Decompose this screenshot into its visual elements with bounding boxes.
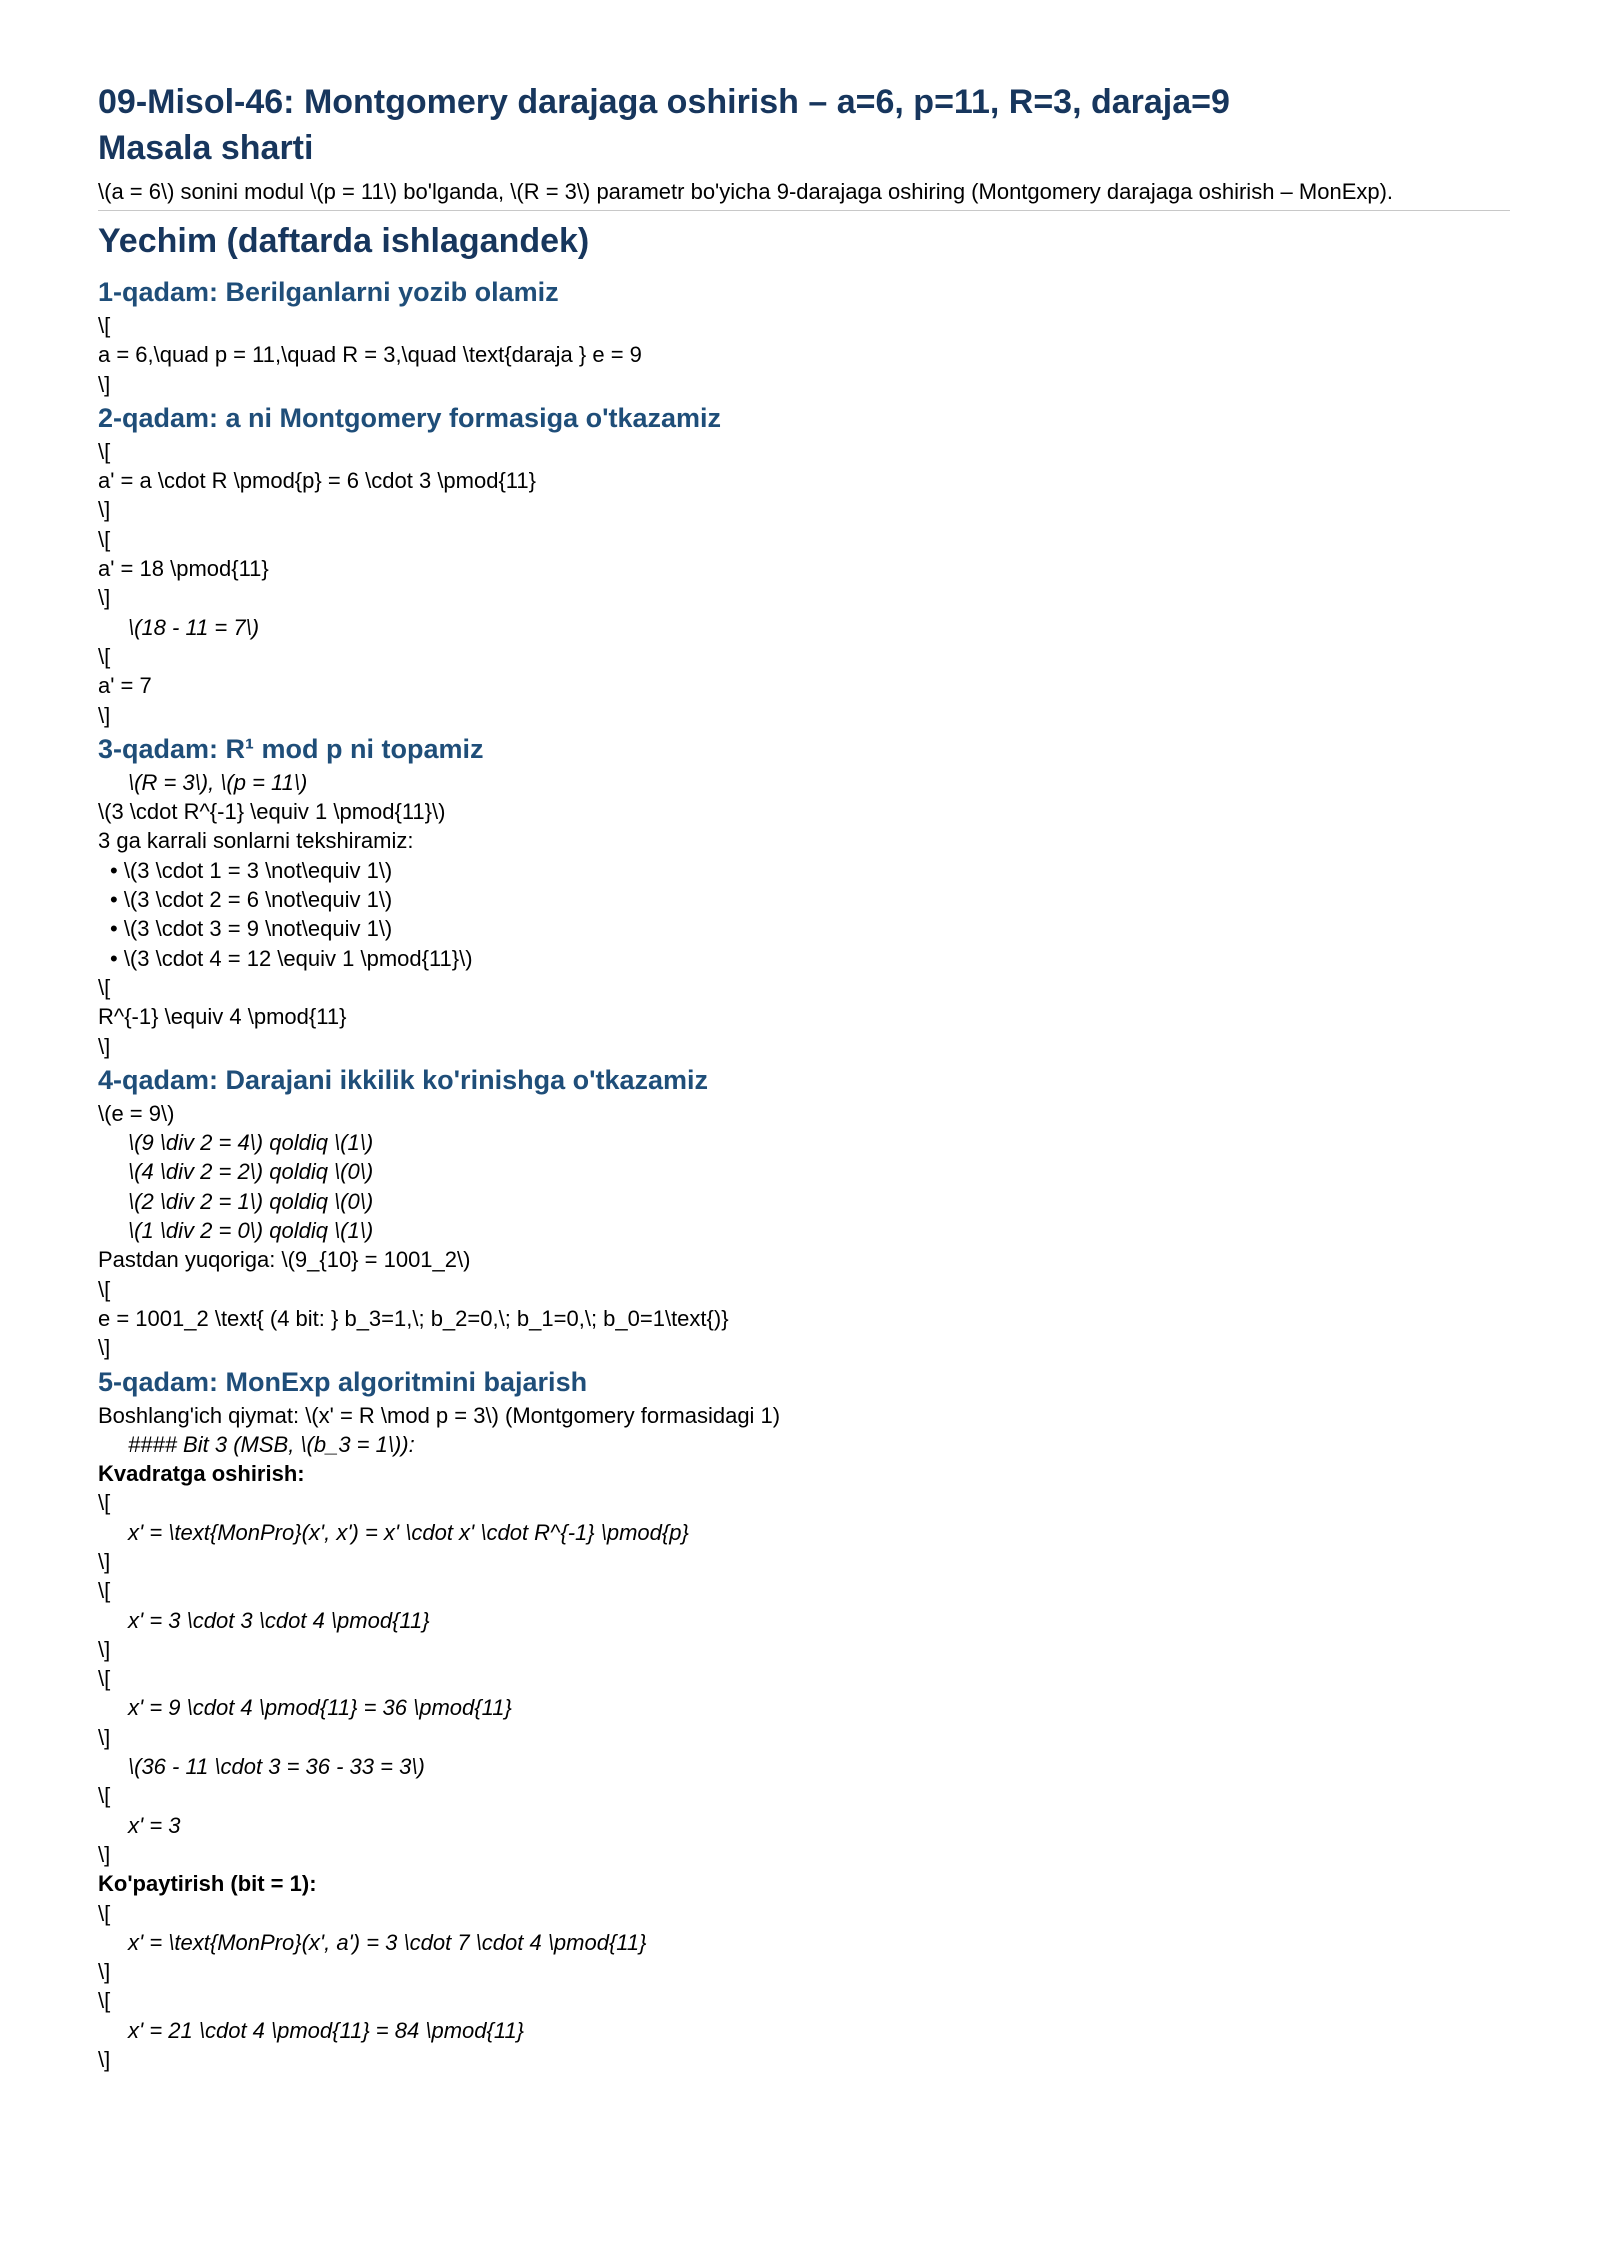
formula-line: x' = 3 \cdot 3 \cdot 4 \pmod{11}	[128, 1607, 430, 1633]
step-section	[98, 1061, 1510, 1363]
formula-line: \(1 \div 2 = 0\) qoldiq \(1\)	[128, 1218, 374, 1244]
condition-text: \(a = 6\) sonini modul \(p = 11\) bo'lganda, \(R = 3\) parametr bo'yicha 9-darajaga oshiring (Montgomery darajaga oshirish – MonExp).	[98, 179, 1394, 204]
step-heading: 3-qadam: R¹ mod p ni topamiz	[98, 733, 484, 764]
formula-line: \[	[98, 1900, 111, 1926]
formula-line: \(9 \div 2 = 4\) qoldiq \(1\)	[128, 1130, 374, 1156]
formula-line: \[	[98, 643, 111, 669]
step-heading: 2-qadam: a ni Montgomery formasiga o'tkazamiz	[98, 402, 722, 433]
solution-heading: Yechim (daftarda ishlagandek)	[98, 222, 590, 260]
step-section	[98, 1363, 1510, 2075]
section-divider	[98, 210, 1510, 211]
formula-line: \[	[98, 526, 111, 552]
formula-line: \[	[98, 1578, 111, 1604]
page-title: 09-Misol-46: Montgomery darajaga oshirish – a=6, p=11, R=3, daraja=9	[98, 83, 1230, 121]
formula-line: x' = 21 \cdot 4 \pmod{11} = 84 \pmod{11}	[128, 2017, 525, 2043]
step-heading: 5-qadam: MonExp algoritmini bajarish	[98, 1366, 588, 1397]
formula-line: • \(3 \cdot 2 = 6 \not\equiv 1\)	[110, 887, 393, 913]
formula-line: a = 6,\quad p = 11,\quad R = 3,\quad \text{daraja } e = 9	[98, 342, 642, 368]
formula-line: \(18 - 11 = 7\)	[128, 614, 260, 640]
formula-line: \]	[98, 1033, 111, 1059]
formula-line: x' = 3	[128, 1812, 181, 1838]
document-page	[98, 80, 1510, 2074]
step-heading: 1-qadam: Berilganlarni yozib olamiz	[98, 277, 559, 307]
formula-line: \(e = 9\)	[98, 1100, 175, 1126]
formula-line: Ko'paytirish (bit = 1):	[98, 1871, 317, 1897]
formula-line: R^{-1} \equiv 4 \pmod{11}	[98, 1004, 347, 1030]
formula-line: \[	[98, 313, 111, 338]
formula-line: Pastdan yuqoriga: \(9_{10} = 1001_2\)	[98, 1247, 471, 1273]
step-section	[98, 273, 1510, 399]
step-heading: 4-qadam: Darajani ikkilik ko'rinishga o'tkazamiz	[98, 1064, 709, 1095]
formula-line: x' = 9 \cdot 4 \pmod{11} = 36 \pmod{11}	[128, 1695, 512, 1721]
formula-line: \[	[98, 1490, 111, 1516]
step-section	[98, 730, 1510, 1061]
formula-line: \]	[98, 1636, 111, 1662]
formula-line: \]	[98, 1959, 111, 1985]
formula-line: Boshlang'ich qiymat: \(x' = R \mod p = 3\) (Montgomery formasidagi 1)	[98, 1402, 781, 1428]
formula-line: Kvadratga oshirish:	[98, 1461, 305, 1487]
formula-line: x' = \text{MonPro}(x', a') = 3 \cdot 7 \cdot 4 \pmod{11}	[128, 1929, 647, 1955]
formula-line: a' = 18 \pmod{11}	[98, 556, 269, 582]
formula-line: a' = a \cdot R \pmod{p} = 6 \cdot 3 \pmod{11}	[98, 468, 536, 494]
formula-line: \(R = 3\), \(p = 11\)	[128, 769, 308, 795]
formula-line: \(3 \cdot R^{-1} \equiv 1 \pmod{11}\)	[98, 799, 446, 825]
formula-line: \]	[98, 1724, 111, 1750]
formula-line: \[	[98, 974, 111, 1000]
solution-steps	[98, 273, 1510, 2074]
formula-line: x' = \text{MonPro}(x', x') = x' \cdot x' \cdot R^{-1} \pmod{p}	[128, 1519, 689, 1545]
formula-line: \]	[98, 702, 111, 728]
formula-line: a' = 7	[98, 673, 152, 699]
formula-line: • \(3 \cdot 4 = 12 \equiv 1 \pmod{11}\)	[110, 945, 473, 971]
formula-line: \]	[98, 371, 111, 397]
condition-heading: Masala sharti	[98, 129, 314, 167]
formula-line: \[	[98, 1783, 111, 1809]
formula-line: \[	[98, 1988, 111, 2014]
step-section	[98, 399, 1510, 730]
formula-line: #### Bit 3 (MSB, \(b_3 = 1\)):	[128, 1431, 415, 1457]
formula-line: \(36 - 11 \cdot 3 = 36 - 33 = 3\)	[128, 1754, 425, 1780]
formula-line: \(4 \div 2 = 2\) qoldiq \(0\)	[128, 1159, 374, 1185]
formula-line: • \(3 \cdot 1 = 3 \not\equiv 1\)	[110, 857, 393, 883]
formula-line: • \(3 \cdot 3 = 9 \not\equiv 1\)	[110, 916, 393, 942]
formula-line: \]	[98, 585, 111, 611]
formula-line: \]	[98, 2047, 111, 2073]
formula-line: 3 ga karrali sonlarni tekshiramiz:	[98, 828, 414, 854]
formula-line: \[	[98, 1666, 111, 1692]
formula-line: \]	[98, 1335, 111, 1361]
formula-line: \[	[98, 438, 111, 464]
formula-line: \]	[98, 1548, 111, 1574]
formula-line: \]	[98, 1841, 111, 1867]
formula-line: \[	[98, 1276, 111, 1302]
formula-line: \]	[98, 497, 111, 523]
formula-line: \(2 \div 2 = 1\) qoldiq \(0\)	[128, 1188, 374, 1214]
formula-line: e = 1001_2 \text{ (4 bit: } b_3=1,\; b_2=0,\; b_1=0,\; b_0=1\text{)}	[98, 1305, 729, 1331]
